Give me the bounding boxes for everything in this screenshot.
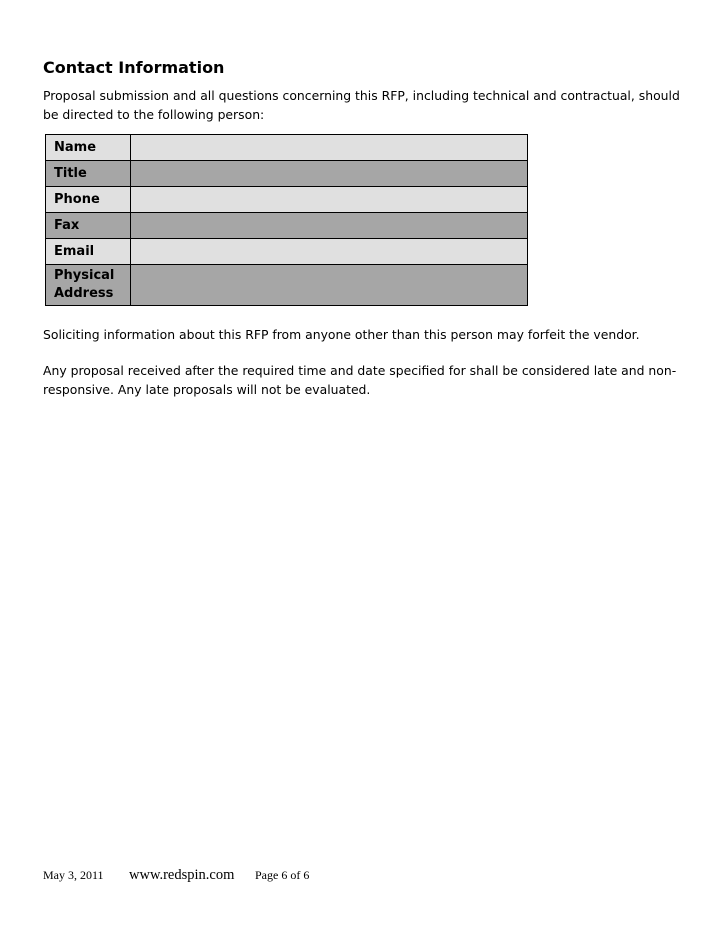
footer-date: May 3, 2011: [43, 868, 104, 882]
table-row: [46, 213, 528, 239]
page-footer: [43, 867, 309, 884]
soliciting-paragraph: Soliciting information about this RFP from anyone other than this person may forfeit the vendor.: [43, 327, 640, 342]
physical-address-value-field[interactable]: [131, 265, 528, 306]
table-row: [46, 265, 528, 306]
title-value-field[interactable]: [131, 161, 528, 187]
phone-value-field[interactable]: [131, 187, 528, 213]
late-proposal-paragraph: Any proposal received after the required time and date specified for shall be considered late and non-responsive. Any late proposals will not be evaluated.: [43, 363, 677, 397]
footer-page-number: Page 6 of 6: [255, 868, 310, 882]
row-label-fax: Fax: [46, 213, 131, 239]
row-label-name: Name: [46, 135, 131, 161]
table-row: [46, 187, 528, 213]
email-value-field[interactable]: [131, 239, 528, 265]
name-value-field[interactable]: [131, 135, 528, 161]
footer-website: www.redspin.com: [129, 867, 235, 883]
section-heading: Contact Information: [43, 58, 225, 77]
table-row: [46, 239, 528, 265]
row-label-phone: Phone: [46, 187, 131, 213]
table-row: [46, 135, 528, 161]
row-label-physical-address: Physical Address: [46, 265, 131, 306]
row-label-email: Email: [46, 239, 131, 265]
contact-table: [45, 134, 528, 306]
fax-value-field[interactable]: [131, 213, 528, 239]
table-row: [46, 161, 528, 187]
intro-paragraph: Proposal submission and all questions concerning this RFP, including technical and contractual, should be directed to the following person:: [43, 88, 680, 122]
row-label-title: Title: [46, 161, 131, 187]
